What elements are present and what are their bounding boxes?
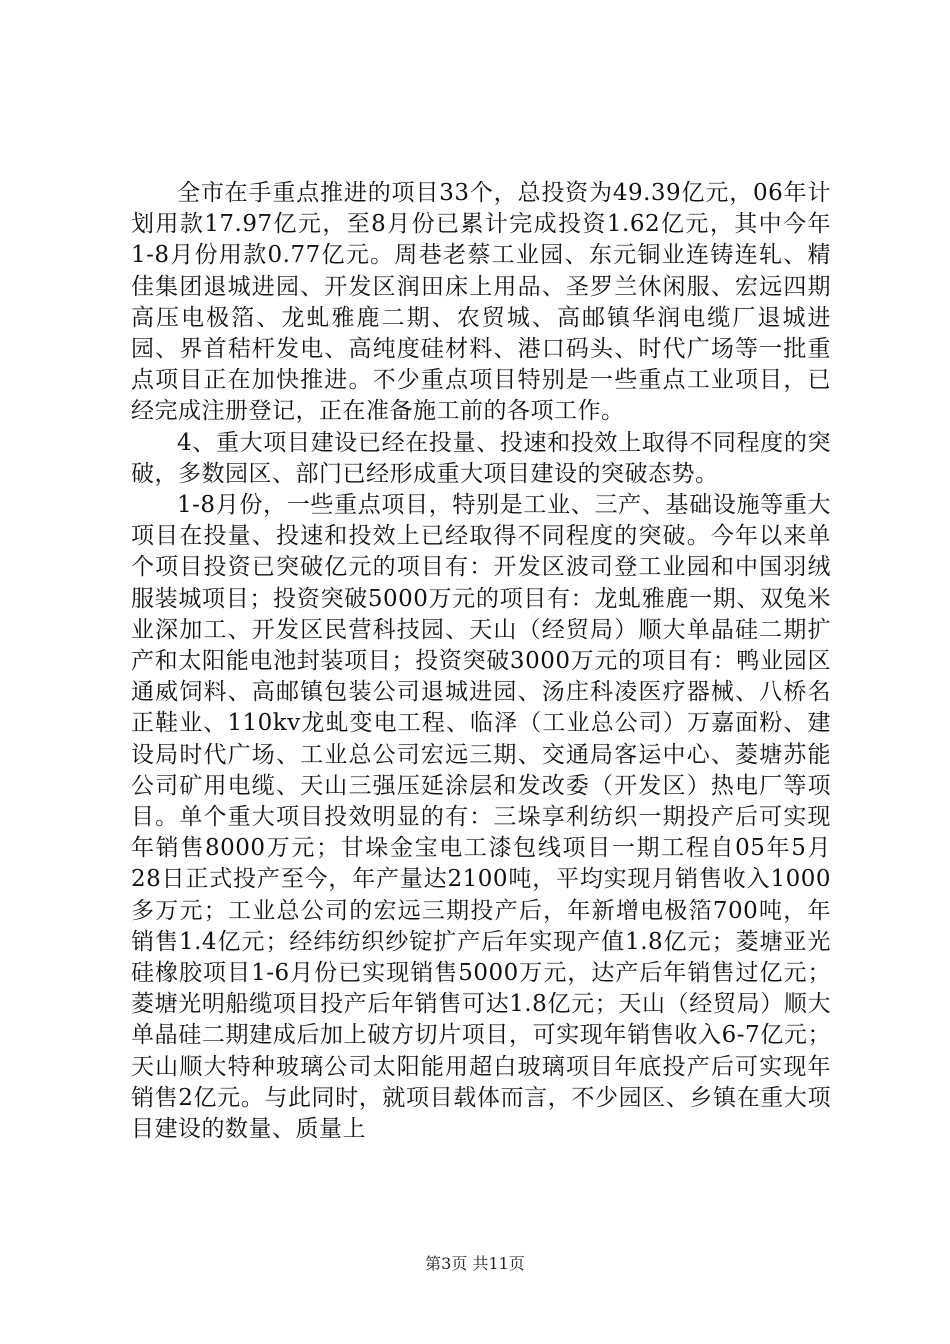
document-body [131,178,831,1145]
paragraph-project-summary: 全市在手重点推进的项目33个，总投资为49.39亿元，06年计划用款17.97亿元，至8月份已累计完成投资1.62亿元，其中今年1-8月份用款0.77亿元。周巷老蔡工业园、东元铜业连铸连轧、精佳集团退城进园、开发区润田床上用品、圣罗兰休闲服、宏远四期高压电极箔、龙虬雅鹿二期、农贸城、高邮镇华润电缆厂退城进园、界首秸杆发电、高纯度硅材料、港口码头、时代广场等一批重点项目正在加快推进。不少重点项目特别是一些重点工业项目，已经完成注册登记，正在准备施工前的各项工作。 [131,180,831,425]
paragraph-breakthrough-details: 1-8月份，一些重点项目，特别是工业、三产、基础设施等重大项目在投量、投速和投效上已经取得不同程度的突破。今年以来单个项目投资已突破亿元的项目有：开发区波司登工业园和中国羽绒服装城项目；投资突破5000万元的项目有：龙虬雅鹿一期、双兔米业深加工、开发区民营科技园、天山（经贸局）顺大单晶硅二期扩产和太阳能电池封装项目；投资突破3000万元的项目有：鸭业园区通威饲料、高邮镇包装公司退城进园、汤庄科凌医疗器械、八桥名正鞋业、110kv龙虬变电工程、临泽（工业总公司）万嘉面粉、建设局时代广场、工业总公司宏远三期、交通局客运中心、菱塘苏能公司矿用电缆、天山三强压延涂层和发改委（开发区）热电厂等项目。单个重大项目投效明显的有：三垛享利纺织一期投产后可实现年销售8000万元；甘垛金宝电工漆包线项目一期工程自05年5月28日正式投产至今，年产量达2100吨，平均实现月销售收入1000多万元；工业总公司的宏远三期投产后，年新增电极箔700吨，年销售1.4亿元；经纬纺织纱锭扩产后年实现产值1.8亿元；菱塘亚光硅橡胶项目1-6月份已实现销售5000万元，达产后年销售过亿元；菱塘光明船缆项目投产后年销售可达1.8亿元；天山（经贸局）顺大单晶硅二期建成后加上破方切片项目，可实现年销售收入6-7亿元；天山顺大特种玻璃公司太阳能用超白玻璃项目年底投产后可实现年销售2亿元。与此同时，就项目载体而言，不少园区、乡镇在重大项目建设的数量、质量上 [131,492,831,1143]
paragraph-breakthrough-heading: 4、重大项目建设已经在投量、投速和投效上取得不同程度的突破，多数园区、部门已经形成重大项目建设的突破态势。 [131,429,831,487]
page-number-footer: 第3页 共11页 [425,1254,525,1273]
